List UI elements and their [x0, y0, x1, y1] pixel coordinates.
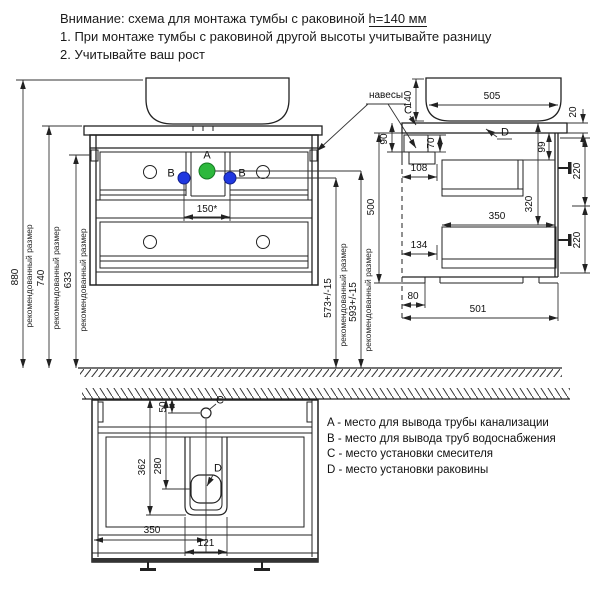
point-a-sewage-marker — [199, 163, 215, 179]
sink-height-spec: h=140 мм — [368, 11, 427, 26]
wall-hatch — [82, 388, 570, 399]
wall-hanger-right — [310, 150, 317, 161]
dim-drain-offset: 280 — [153, 457, 164, 475]
side-handle-bottom — [558, 234, 572, 246]
side-view-dimensions — [387, 79, 590, 321]
point-b-label-left: B — [167, 167, 175, 180]
point-d-label-side: D — [501, 126, 509, 139]
drawer-knob — [144, 236, 157, 249]
dim-total-depth: 501 — [469, 304, 487, 315]
dim-drawer-depth: 350 — [488, 211, 506, 222]
dim-drain-side-offset: 350 — [143, 525, 161, 536]
scheme-title: Внимание: схема для монтажа тумбы с раковиной h=140 мм — [60, 11, 427, 26]
dim-hanger-height: 633 — [63, 271, 74, 289]
drawer-knob — [257, 236, 270, 249]
side-view-drawing — [402, 78, 572, 321]
legend-item-b: B - место для вывода труб водоснабжения — [327, 432, 556, 445]
legend-item-a: A - место для вывода трубы канализации — [327, 417, 549, 429]
point-b-water-marker-left — [178, 172, 190, 184]
hanger-plate-right — [307, 402, 312, 422]
dim-counter-thickness: 20 — [568, 106, 579, 118]
dim-drawer-front-top: 220 — [572, 162, 583, 180]
dim-top-clearance: 99 — [537, 141, 548, 153]
side-handle-top — [558, 162, 572, 174]
countertop-side — [402, 123, 567, 133]
point-c-label-plan: C — [216, 394, 224, 407]
dim-mixer-offset: 50 — [158, 401, 169, 413]
hangers-label: навесы — [368, 90, 404, 101]
dim-overall-height: 880 — [10, 268, 21, 286]
point-b-label-right: B — [238, 167, 246, 180]
dim-bracket-depth: 108 — [410, 163, 428, 174]
floor-line — [78, 368, 562, 377]
note-2: 2. Учитывайте ваш рост — [60, 47, 205, 62]
dim-cabinet-height: 500 — [366, 198, 377, 216]
dim-water-supply-height: 573+/-15 — [323, 278, 334, 318]
recommended-size-label: рекомендованный размер — [23, 224, 34, 328]
floor-hatch — [80, 369, 562, 377]
drawer-knob — [144, 166, 157, 179]
legend — [327, 416, 556, 478]
dim-drawer-front-bottom: 220 — [572, 231, 583, 249]
plan-handle-left — [140, 562, 156, 571]
hanger-plate-left — [98, 402, 103, 422]
legend-item-c: C - место установки смесителя — [327, 448, 494, 460]
dim-pipe-span: 150* — [196, 204, 218, 215]
dim-plinth-recess: 80 — [407, 291, 419, 302]
front-view-drawing — [84, 78, 322, 285]
recommended-size-label: рекомендованный размер — [362, 248, 373, 352]
dim-sewage-height: 593+/-15 — [348, 282, 359, 322]
wall-hanger-left — [91, 150, 98, 161]
dim-bracket-height: 70 — [426, 137, 437, 149]
point-a-label: A — [203, 149, 211, 162]
sink-front — [146, 78, 289, 124]
dim-wall-gap: 90 — [379, 133, 390, 145]
point-d-label-plan: D — [214, 462, 222, 475]
recommended-size-label: рекомендованный размер — [337, 243, 348, 347]
point-b-water-marker-right — [224, 172, 236, 184]
point-c-label-side: C — [404, 104, 412, 117]
dim-inner-height: 320 — [524, 195, 535, 213]
drawer-knob — [257, 166, 270, 179]
recommended-size-label: рекомендованный размер — [77, 228, 88, 332]
dim-recess-depth: 362 — [137, 458, 148, 476]
dim-recess-width: 121 — [197, 538, 215, 549]
wall-bracket — [404, 135, 428, 152]
mixer-point — [201, 408, 211, 418]
dim-back-clearance: 134 — [410, 240, 428, 251]
plan-handle-right — [254, 562, 270, 571]
dim-sink-height: 140 — [403, 90, 414, 108]
recommended-size-label: рекомендованный размер — [50, 226, 61, 330]
note-1: 1. При монтаже тумбы с раковиной другой высоты учитывайте разницу — [60, 29, 492, 44]
legend-item-d: D - место установки раковины — [327, 463, 489, 476]
dim-counter-height: 740 — [36, 269, 47, 287]
dim-sink-depth: 505 — [483, 91, 501, 102]
